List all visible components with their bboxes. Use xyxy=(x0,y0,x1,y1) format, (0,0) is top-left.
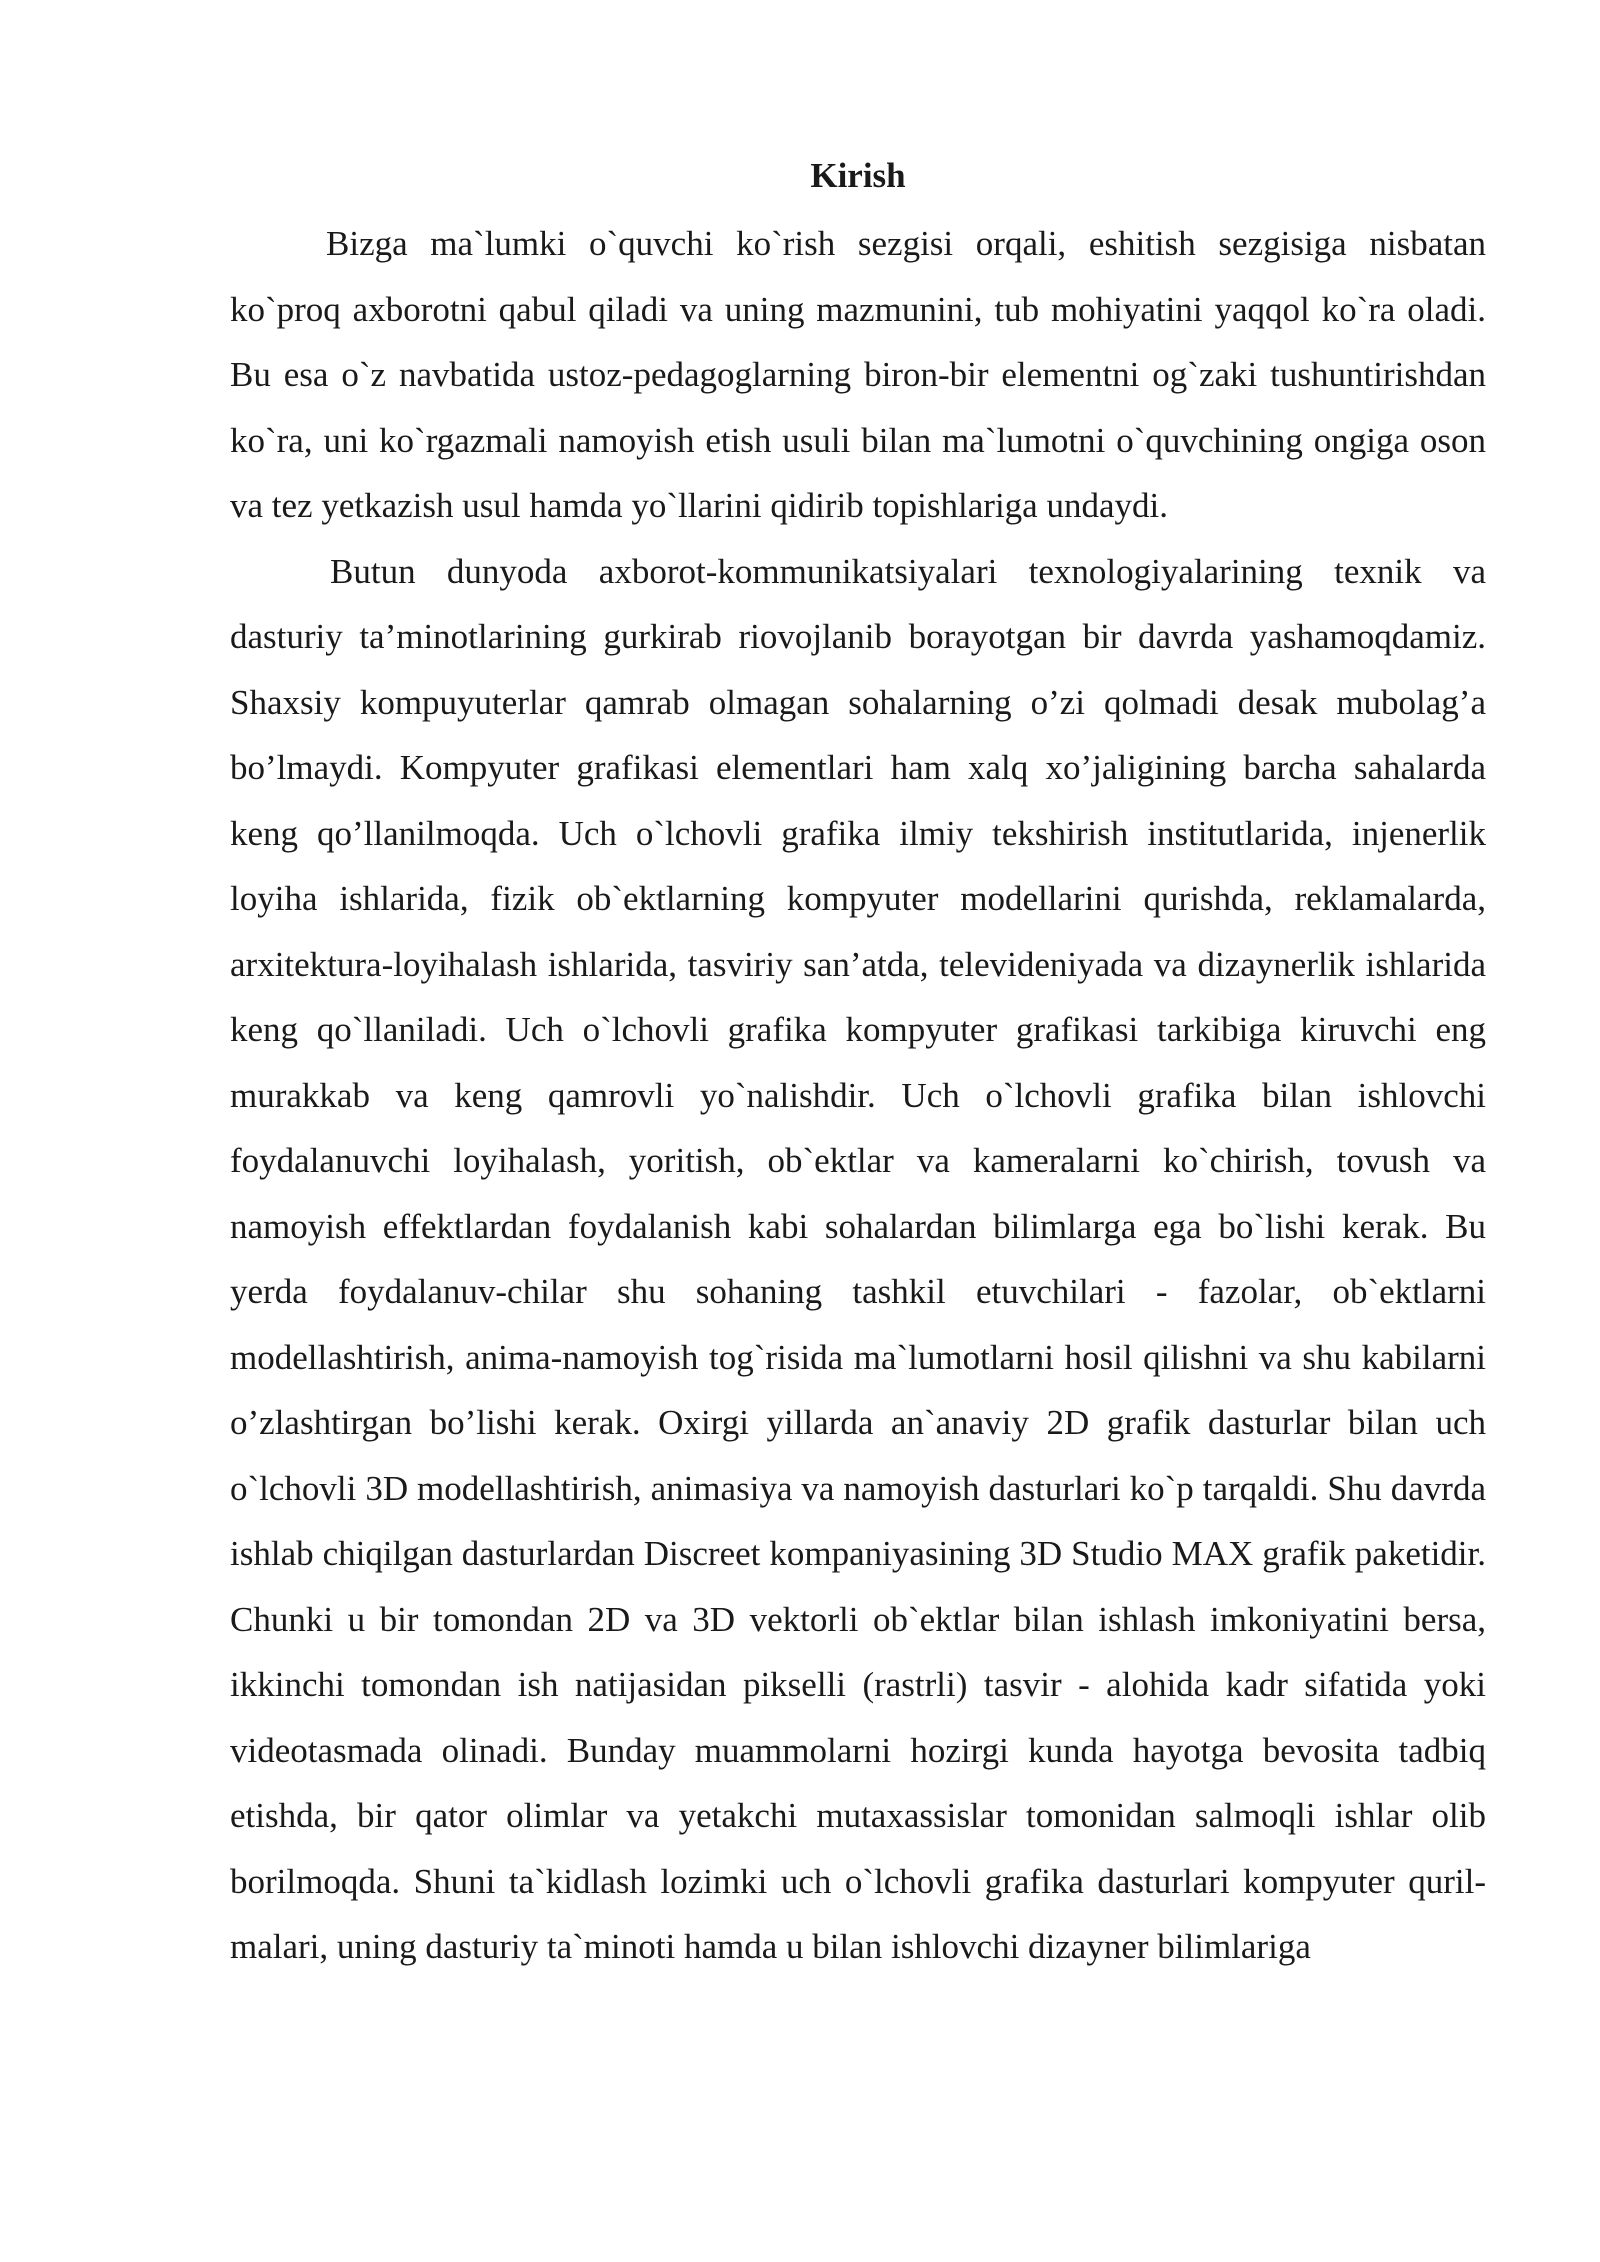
document-title: Kirish xyxy=(810,156,906,195)
paragraph-2: Butun dunyoda axborot-kommunikatsiyalari texnologiyalarining texnik va dasturiy ta’minotlarining gurkirab riovojlanib borayotgan bir davrda yashamoqdamiz. Shaxsiy kompuyuterlar qamrab olmagan sohalarning o’zi qolmadi desak mubolag’a bo’lmaydi. Kompyuter grafikasi elementlari ham xalq xo’jaligining barcha sahalarda keng qo’llanilmoqda. Uch o`lchovli grafika ilmiy tekshirish institutlarida, injenerlik loyiha ishlarida, fizik ob`ektlarning kompyuter modellarini qurishda, reklamalarda, arxitektura-loyihalash ishlarida, tasviriy san’atda, televideniyada va dizaynerlik ishlarida keng qo`llaniladi. Uch o`lchovli grafika kompyuter grafikasi tarkibiga kiruvchi eng murakkab va keng qamrovli yo`nalishdir. Uch o`lchovli grafika bilan ishlovchi foydalanuvchi loyihalash, yoritish, ob`ektlar va kameralarni ko`chirish, tovush va namoyish effektlardan foydalanish kabi sohalardan bilimlarga ega bo`lishi kerak. Bu yerda foydalanuv-chilar shu sohaning tashkil etuvchilari - fazolar, ob`ektlarni modellashtirish, anima-namoyish tog`risida ma`lumotlarni hosil qilishni va shu kabilarni o’zlashtirgan bo’lishi kerak. Oxirgi yillarda an`anaviy 2D grafik dasturlar bilan uch o`lchovli 3D modellashtirish, animasiya va namoyish dasturlari ko`p tarqaldi. Shu davrda ishlab chiqilgan dasturlardan Discreet kompaniyasining 3D Studio MAX grafik paketidir. Chunki u bir tomondan 2D va 3D vektorli ob`ektlar bilan ishlash imkoniyatini bersa, ikkinchi tomondan ish natijasidan pikselli (rastrli) tasvir - alohida kadr sifatida yoki videotasmada olinadi. Bunday muammolarni hozirgi kunda hayotga bevosita tadbiq etishda, bir qator olimlar va yetakchi mutaxassislar tomonidan salmoqli ishlar olib borilmoqda. Shuni ta`kidlash lozimki uch o`lchovli grafika dasturlari kompyuter quril-malari, uning dasturiy ta`minoti hamda u bilan ishlovchi dizayner bilimlariga xyxy=(230,551,1486,1966)
document-page xyxy=(230,148,1486,1980)
paragraph-1: Bizga ma`lumki o`quvchi ko`rish sezgisi orqali, eshitish sezgisiga nisbatan ko`proq axborotni qabul qiladi va uning mazmunini, tub mohiyatini yaqqol ko`ra oladi. Bu esa o`z navbatida ustoz-pedagoglarning biron-bir elementni og`zaki tushuntirishdan ko`ra, uni ko`rgazmali namoyish etish usuli bilan ma`lumotni o`quvchining ongiga oson va tez yetkazish usul hamda yo`llarini qidirib topishlariga undaydi. xyxy=(230,224,1486,525)
